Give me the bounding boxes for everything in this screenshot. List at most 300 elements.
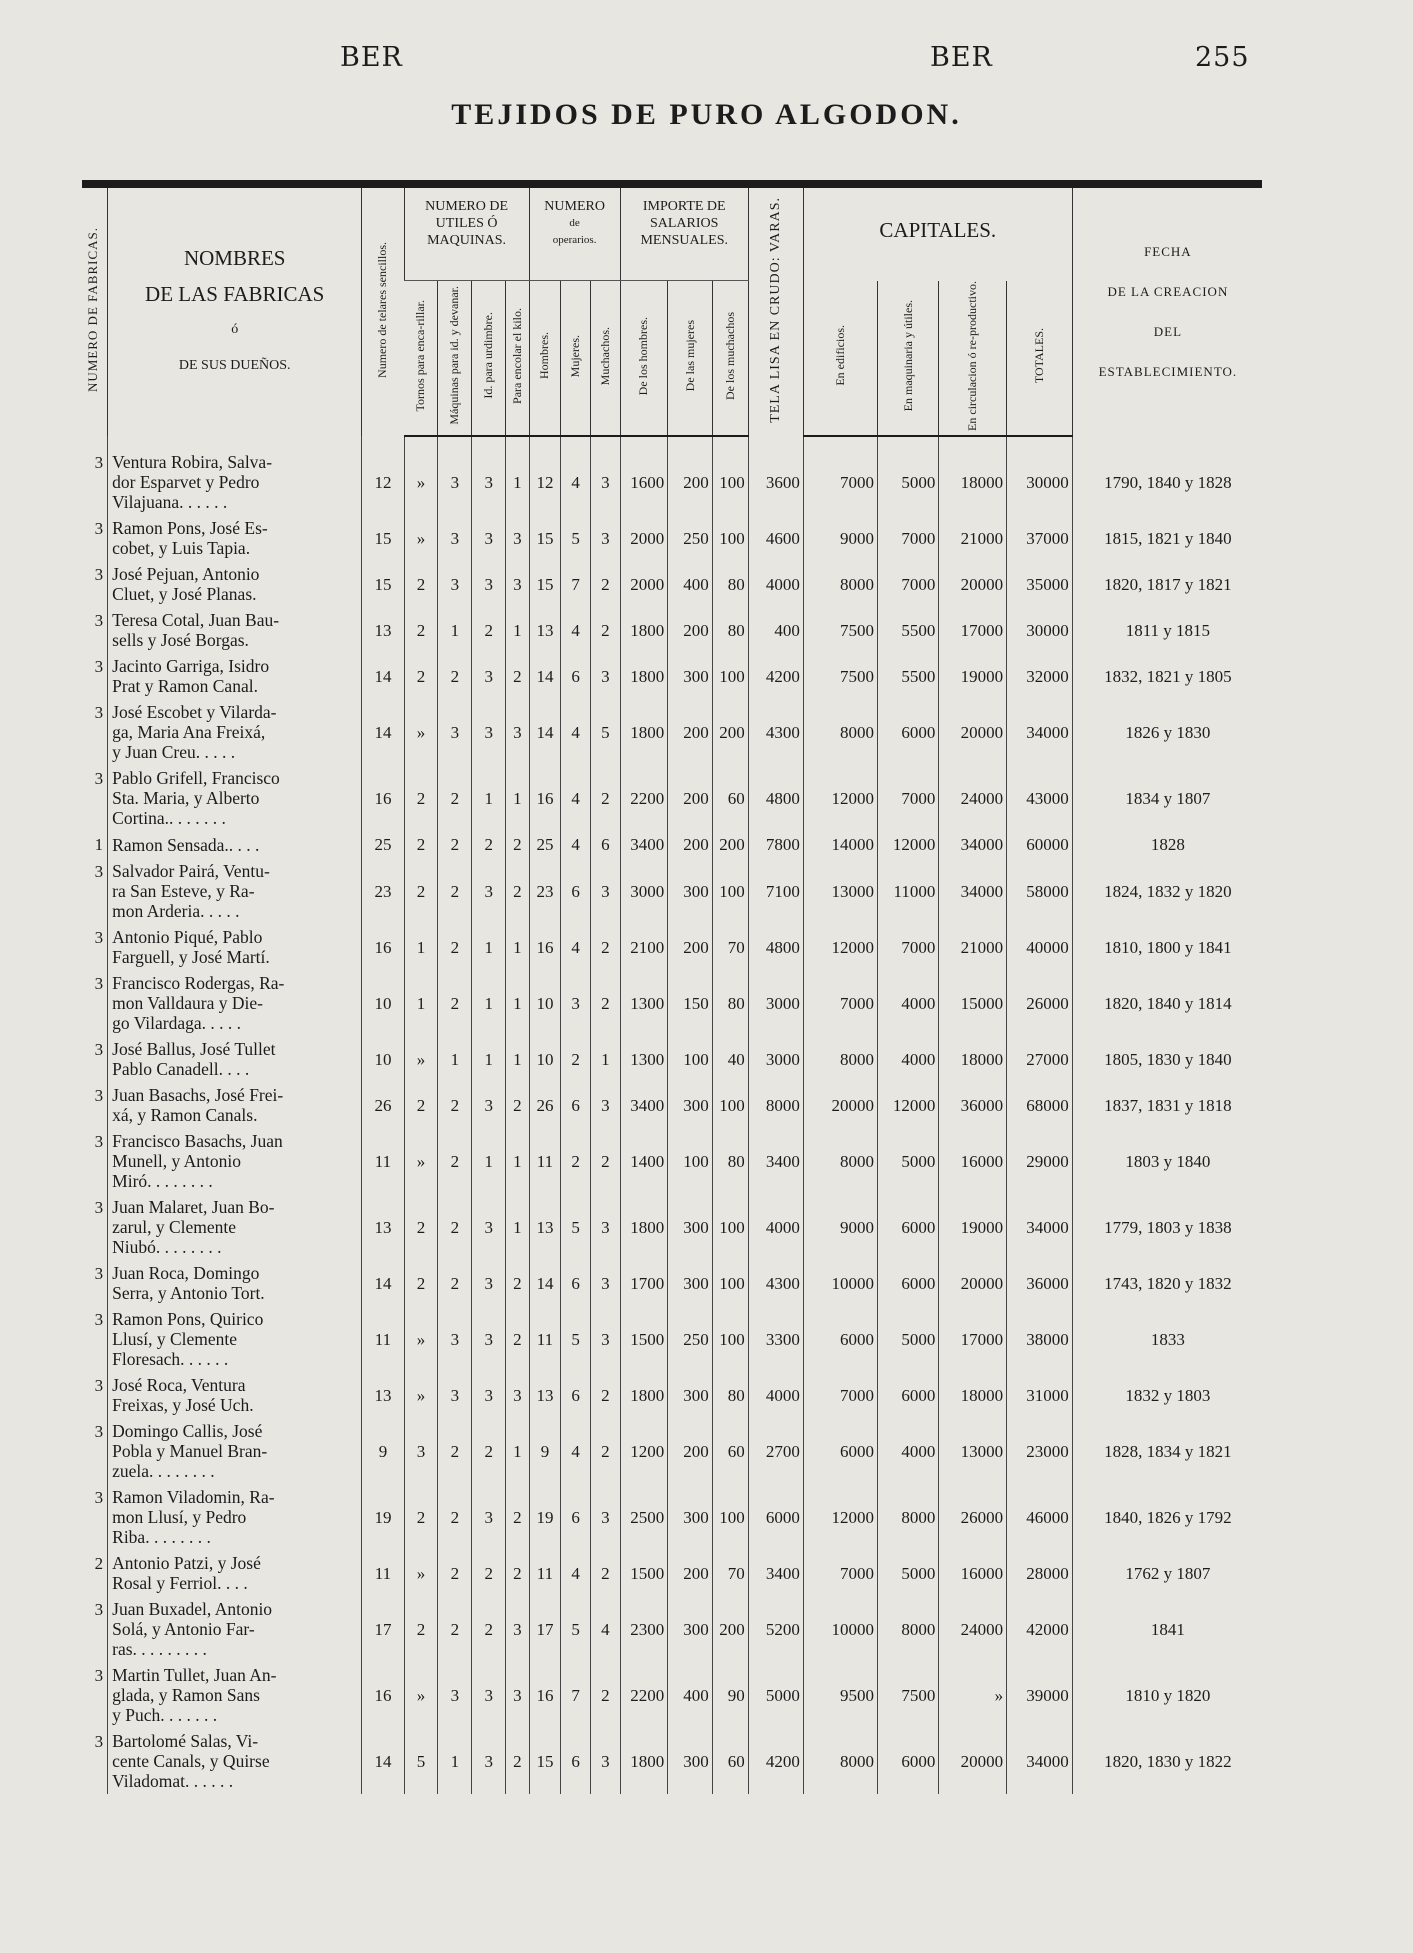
row-sal-hombres: 1300 xyxy=(620,970,668,1036)
row-telares: 11 xyxy=(362,1550,404,1596)
row-hombres: 16 xyxy=(529,1662,561,1728)
row-muchachos: 2 xyxy=(590,1550,620,1596)
table-row xyxy=(78,1036,1263,1082)
row-hombres: 15 xyxy=(529,561,561,607)
row-mujeres: 4 xyxy=(561,765,591,831)
row-urdimbre: 1 xyxy=(472,924,506,970)
row-factory-count: 3 xyxy=(94,1376,104,1396)
row-sal-muchachos: 100 xyxy=(712,1306,748,1372)
row-maquinaria: 4000 xyxy=(877,1418,938,1484)
row-mujeres: 6 xyxy=(561,1484,591,1550)
row-totales: 68000 xyxy=(1007,1082,1073,1128)
row-muchachos: 3 xyxy=(590,1306,620,1372)
row-urdimbre: 3 xyxy=(472,1372,506,1418)
row-owner-names: Ramon Viladomin, Ra- mon Llusí, y Pedro Riba. . . . . . . . xyxy=(108,1484,362,1550)
row-sal-mujeres: 300 xyxy=(668,1372,712,1418)
table-row xyxy=(78,1128,1263,1194)
page-number: 255 xyxy=(1195,42,1250,73)
row-tela: 2700 xyxy=(748,1418,803,1484)
row-totales: 32000 xyxy=(1007,653,1073,699)
row-muchachos: 6 xyxy=(590,831,620,858)
row-maquinaria: 7000 xyxy=(877,561,938,607)
row-fecha: 1820, 1830 y 1822 xyxy=(1072,1728,1263,1794)
table-row xyxy=(78,1728,1263,1794)
row-sal-mujeres: 100 xyxy=(668,1036,712,1082)
row-urdimbre: 3 xyxy=(472,699,506,765)
row-edificios: 8000 xyxy=(803,561,877,607)
row-urdimbre: 2 xyxy=(472,1418,506,1484)
row-urdimbre: 3 xyxy=(472,1260,506,1306)
row-mujeres: 6 xyxy=(561,1372,591,1418)
row-hombres: 15 xyxy=(529,1728,561,1794)
row-maquinaria: 5000 xyxy=(877,436,938,515)
row-edificios: 8000 xyxy=(803,1728,877,1794)
row-maquinas: 2 xyxy=(438,653,472,699)
row-sal-mujeres: 200 xyxy=(668,1550,712,1596)
row-tornos: 2 xyxy=(404,1596,438,1662)
row-mujeres: 6 xyxy=(561,653,591,699)
row-factory-count: 3 xyxy=(94,1198,104,1218)
row-sal-hombres: 2000 xyxy=(620,561,668,607)
row-hombres: 16 xyxy=(529,924,561,970)
row-owner-names: Juan Buxadel, Antonio Solá, y Antonio Far- ras. . . . . . . . . xyxy=(108,1596,362,1662)
row-sal-muchachos: 60 xyxy=(712,765,748,831)
row-mujeres: 3 xyxy=(561,970,591,1036)
row-circulacion: 36000 xyxy=(939,1082,1007,1128)
row-mujeres: 4 xyxy=(561,1418,591,1484)
table-title: TEJIDOS DE PURO ALGODON. xyxy=(451,98,962,131)
table-row xyxy=(78,653,1263,699)
row-edificios: 8000 xyxy=(803,699,877,765)
row-tela: 4000 xyxy=(748,1194,803,1260)
row-hombres: 11 xyxy=(529,1550,561,1596)
row-muchachos: 3 xyxy=(590,515,620,561)
row-maquinaria: 5500 xyxy=(877,607,938,653)
row-sal-mujeres: 200 xyxy=(668,831,712,858)
row-factory-count: 3 xyxy=(94,1264,104,1284)
row-tela: 4000 xyxy=(748,1372,803,1418)
row-factory-count: 3 xyxy=(94,453,104,473)
row-maquinas: 2 xyxy=(438,765,472,831)
row-fecha: 1841 xyxy=(1072,1596,1263,1662)
col-tornos: Tornos para enca-rillar. xyxy=(404,281,438,437)
row-encolar: 1 xyxy=(506,924,529,970)
row-maquinaria: 6000 xyxy=(877,1260,938,1306)
row-maquinaria: 4000 xyxy=(877,970,938,1036)
row-sal-hombres: 3400 xyxy=(620,831,668,858)
row-muchachos: 2 xyxy=(590,1662,620,1728)
row-sal-hombres: 1500 xyxy=(620,1550,668,1596)
row-sal-mujeres: 200 xyxy=(668,1418,712,1484)
row-edificios: 13000 xyxy=(803,858,877,924)
row-owner-names: Domingo Callis, José Pobla y Manuel Bran- zuela. . . . . . . . xyxy=(108,1418,362,1484)
col-group-salarios: IMPORTE DE SALARIOS MENSUALES. xyxy=(620,188,748,281)
row-tela: 3300 xyxy=(748,1306,803,1372)
row-maquinas: 2 xyxy=(438,1128,472,1194)
row-maquinaria: 12000 xyxy=(877,831,938,858)
row-maquinaria: 6000 xyxy=(877,699,938,765)
row-muchachos: 3 xyxy=(590,1728,620,1794)
row-factory-count: 3 xyxy=(94,862,104,882)
row-mujeres: 4 xyxy=(561,607,591,653)
row-encolar: 3 xyxy=(506,561,529,607)
row-sal-hombres: 1700 xyxy=(620,1260,668,1306)
row-tela: 4200 xyxy=(748,1728,803,1794)
row-circulacion: 16000 xyxy=(939,1550,1007,1596)
row-edificios: 8000 xyxy=(803,1036,877,1082)
row-circulacion: 19000 xyxy=(939,1194,1007,1260)
row-mujeres: 4 xyxy=(561,699,591,765)
row-hombres: 14 xyxy=(529,1260,561,1306)
row-telares: 14 xyxy=(362,653,404,699)
row-maquinaria: 5000 xyxy=(877,1550,938,1596)
row-telares: 13 xyxy=(362,1194,404,1260)
row-factory-count: 3 xyxy=(94,519,104,539)
row-tornos: 2 xyxy=(404,858,438,924)
row-sal-hombres: 1800 xyxy=(620,653,668,699)
row-sal-muchachos: 100 xyxy=(712,1260,748,1306)
row-sal-mujeres: 200 xyxy=(668,765,712,831)
col-group-utiles: NUMERO DE UTILES Ó MAQUINAS. xyxy=(404,188,529,281)
row-maquinas: 3 xyxy=(438,1372,472,1418)
row-tela: 4000 xyxy=(748,561,803,607)
row-owner-names: Juan Malaret, Juan Bo- zarul, y Clemente Niubó. . . . . . . . xyxy=(108,1194,362,1260)
row-tela: 4300 xyxy=(748,1260,803,1306)
row-sal-mujeres: 300 xyxy=(668,1596,712,1662)
row-encolar: 1 xyxy=(506,607,529,653)
row-owner-names: Pablo Grifell, Francisco Sta. Maria, y Alberto Cortina.. . . . . . . xyxy=(108,765,362,831)
row-tornos: » xyxy=(404,1036,438,1082)
row-muchachos: 2 xyxy=(590,924,620,970)
row-totales: 26000 xyxy=(1007,970,1073,1036)
row-fecha: 1743, 1820 y 1832 xyxy=(1072,1260,1263,1306)
row-telares: 14 xyxy=(362,1260,404,1306)
col-urdimbre: Id. para urdimbre. xyxy=(472,281,506,437)
row-sal-hombres: 1300 xyxy=(620,1036,668,1082)
row-fecha: 1779, 1803 y 1838 xyxy=(1072,1194,1263,1260)
row-tela: 3000 xyxy=(748,970,803,1036)
row-totales: 28000 xyxy=(1007,1550,1073,1596)
row-sal-muchachos: 40 xyxy=(712,1036,748,1082)
row-edificios: 14000 xyxy=(803,831,877,858)
row-tela: 5000 xyxy=(748,1662,803,1728)
row-urdimbre: 3 xyxy=(472,1194,506,1260)
row-encolar: 2 xyxy=(506,1260,529,1306)
col-sal-muchachos: De los muchachos xyxy=(712,281,748,437)
row-tornos: 5 xyxy=(404,1728,438,1794)
row-fecha: 1805, 1830 y 1840 xyxy=(1072,1036,1263,1082)
row-sal-hombres: 2200 xyxy=(620,765,668,831)
row-sal-muchachos: 90 xyxy=(712,1662,748,1728)
row-encolar: 2 xyxy=(506,1484,529,1550)
row-sal-mujeres: 150 xyxy=(668,970,712,1036)
row-telares: 11 xyxy=(362,1128,404,1194)
row-mujeres: 5 xyxy=(561,515,591,561)
row-circulacion: 18000 xyxy=(939,1036,1007,1082)
row-telares: 9 xyxy=(362,1418,404,1484)
row-sal-mujeres: 200 xyxy=(668,924,712,970)
row-edificios: 12000 xyxy=(803,1484,877,1550)
row-sal-mujeres: 300 xyxy=(668,1082,712,1128)
row-telares: 16 xyxy=(362,924,404,970)
row-circulacion: 24000 xyxy=(939,1596,1007,1662)
row-muchachos: 2 xyxy=(590,970,620,1036)
row-hombres: 19 xyxy=(529,1484,561,1550)
row-fecha: 1828, 1834 y 1821 xyxy=(1072,1418,1263,1484)
row-muchachos: 4 xyxy=(590,1596,620,1662)
row-edificios: 7000 xyxy=(803,436,877,515)
row-tela: 400 xyxy=(748,607,803,653)
row-maquinaria: 6000 xyxy=(877,1728,938,1794)
row-totales: 23000 xyxy=(1007,1418,1073,1484)
table-row xyxy=(78,515,1263,561)
row-circulacion: 17000 xyxy=(939,607,1007,653)
row-owner-names: Juan Basachs, José Frei- xá, y Ramon Canals. xyxy=(108,1082,362,1128)
row-maquinas: 1 xyxy=(438,1036,472,1082)
row-mujeres: 4 xyxy=(561,1550,591,1596)
row-muchachos: 2 xyxy=(590,765,620,831)
row-tela: 4200 xyxy=(748,653,803,699)
row-mujeres: 6 xyxy=(561,1728,591,1794)
row-owner-names: Juan Roca, Domingo Serra, y Antonio Tort. xyxy=(108,1260,362,1306)
col-mujeres: Mujeres. xyxy=(561,281,591,437)
table-row xyxy=(78,1372,1263,1418)
row-mujeres: 6 xyxy=(561,858,591,924)
row-tornos: 2 xyxy=(404,561,438,607)
row-sal-mujeres: 400 xyxy=(668,1662,712,1728)
row-telares: 23 xyxy=(362,858,404,924)
row-edificios: 7000 xyxy=(803,1372,877,1418)
row-hombres: 14 xyxy=(529,699,561,765)
row-maquinas: 3 xyxy=(438,436,472,515)
row-sal-muchachos: 100 xyxy=(712,653,748,699)
row-factory-count: 3 xyxy=(94,928,104,948)
row-circulacion: 21000 xyxy=(939,515,1007,561)
col-muchachos: Muchachos. xyxy=(590,281,620,437)
row-circulacion: 18000 xyxy=(939,436,1007,515)
row-hombres: 14 xyxy=(529,653,561,699)
row-hombres: 13 xyxy=(529,1194,561,1260)
row-sal-mujeres: 300 xyxy=(668,1484,712,1550)
row-owner-names: Ramon Pons, José Es- cobet, y Luis Tapia. xyxy=(108,515,362,561)
row-muchachos: 2 xyxy=(590,1418,620,1484)
row-sal-mujeres: 100 xyxy=(668,1128,712,1194)
row-encolar: 1 xyxy=(506,436,529,515)
row-fecha: 1824, 1832 y 1820 xyxy=(1072,858,1263,924)
row-edificios: 12000 xyxy=(803,765,877,831)
row-owner-names: Teresa Cotal, Juan Bau- sells y José Borgas. xyxy=(108,607,362,653)
row-circulacion: 20000 xyxy=(939,1728,1007,1794)
row-tornos: 2 xyxy=(404,1484,438,1550)
running-head-right: BER xyxy=(930,42,993,73)
row-sal-hombres: 1800 xyxy=(620,607,668,653)
row-tornos: 2 xyxy=(404,653,438,699)
row-factory-count: 3 xyxy=(94,769,104,789)
row-tela: 3600 xyxy=(748,436,803,515)
row-encolar: 1 xyxy=(506,970,529,1036)
row-owner-names: José Roca, Ventura Freixas, y José Uch. xyxy=(108,1372,362,1418)
row-edificios: 10000 xyxy=(803,1260,877,1306)
row-maquinas: 1 xyxy=(438,1728,472,1794)
row-urdimbre: 3 xyxy=(472,515,506,561)
row-telares: 16 xyxy=(362,1662,404,1728)
row-hombres: 11 xyxy=(529,1306,561,1372)
row-edificios: 7000 xyxy=(803,970,877,1036)
row-muchachos: 3 xyxy=(590,1260,620,1306)
row-totales: 34000 xyxy=(1007,699,1073,765)
row-telares: 15 xyxy=(362,561,404,607)
row-sal-hombres: 2200 xyxy=(620,1662,668,1728)
row-hombres: 12 xyxy=(529,436,561,515)
table-row xyxy=(78,1418,1263,1484)
row-mujeres: 6 xyxy=(561,1082,591,1128)
col-hombres: Hombres. xyxy=(529,281,561,437)
row-factory-count: 3 xyxy=(94,1040,104,1060)
row-totales: 42000 xyxy=(1007,1596,1073,1662)
row-hombres: 10 xyxy=(529,970,561,1036)
row-factory-count: 3 xyxy=(94,565,104,585)
row-tornos: 2 xyxy=(404,831,438,858)
row-sal-hombres: 3000 xyxy=(620,858,668,924)
row-maquinaria: 7000 xyxy=(877,515,938,561)
row-factory-count: 3 xyxy=(94,703,104,723)
row-maquinaria: 6000 xyxy=(877,1194,938,1260)
row-muchachos: 2 xyxy=(590,607,620,653)
row-tela: 4600 xyxy=(748,515,803,561)
row-circulacion: 15000 xyxy=(939,970,1007,1036)
row-mujeres: 7 xyxy=(561,1662,591,1728)
row-maquinas: 3 xyxy=(438,561,472,607)
row-hombres: 9 xyxy=(529,1418,561,1484)
data-table xyxy=(78,188,1263,1794)
row-encolar: 2 xyxy=(506,1306,529,1372)
row-mujeres: 5 xyxy=(561,1306,591,1372)
row-mujeres: 2 xyxy=(561,1128,591,1194)
row-sal-muchachos: 60 xyxy=(712,1728,748,1794)
row-totales: 34000 xyxy=(1007,1728,1073,1794)
row-urdimbre: 1 xyxy=(472,1036,506,1082)
row-urdimbre: 2 xyxy=(472,831,506,858)
row-sal-mujeres: 400 xyxy=(668,561,712,607)
row-sal-muchachos: 100 xyxy=(712,515,748,561)
row-urdimbre: 2 xyxy=(472,1596,506,1662)
row-sal-mujeres: 300 xyxy=(668,653,712,699)
row-owner-names: José Ballus, José Tullet Pablo Canadell. . . . xyxy=(108,1036,362,1082)
row-sal-hombres: 2300 xyxy=(620,1596,668,1662)
row-maquinas: 2 xyxy=(438,1260,472,1306)
running-head-left: BER xyxy=(340,42,403,73)
row-urdimbre: 1 xyxy=(472,1128,506,1194)
row-edificios: 7500 xyxy=(803,607,877,653)
col-telares: Numero de telares sencillos. xyxy=(362,188,404,436)
row-sal-muchachos: 100 xyxy=(712,858,748,924)
row-sal-hombres: 3400 xyxy=(620,1082,668,1128)
table-row xyxy=(78,765,1263,831)
row-urdimbre: 3 xyxy=(472,1306,506,1372)
row-fecha: 1790, 1840 y 1828 xyxy=(1072,436,1263,515)
row-sal-mujeres: 300 xyxy=(668,858,712,924)
col-maquinaria: En maquinaria y útiles. xyxy=(877,281,938,437)
row-urdimbre: 3 xyxy=(472,1082,506,1128)
row-tela: 6000 xyxy=(748,1484,803,1550)
row-sal-muchachos: 200 xyxy=(712,831,748,858)
row-fecha: 1810, 1800 y 1841 xyxy=(1072,924,1263,970)
row-mujeres: 4 xyxy=(561,924,591,970)
row-circulacion: 13000 xyxy=(939,1418,1007,1484)
col-group-operarios: NUMERO de operarios. xyxy=(529,188,620,281)
row-totales: 46000 xyxy=(1007,1484,1073,1550)
row-circulacion: 20000 xyxy=(939,561,1007,607)
row-tornos: 1 xyxy=(404,924,438,970)
row-sal-hombres: 2500 xyxy=(620,1484,668,1550)
row-encolar: 2 xyxy=(506,653,529,699)
table-row xyxy=(78,1306,1263,1372)
row-telares: 10 xyxy=(362,970,404,1036)
row-maquinaria: 7500 xyxy=(877,1662,938,1728)
row-mujeres: 6 xyxy=(561,1260,591,1306)
row-encolar: 3 xyxy=(506,1372,529,1418)
col-group-capitales: CAPITALES. xyxy=(803,188,1072,281)
row-tornos: » xyxy=(404,436,438,515)
row-tornos: 2 xyxy=(404,1194,438,1260)
row-telares: 10 xyxy=(362,1036,404,1082)
row-tornos: 2 xyxy=(404,607,438,653)
row-factory-count: 2 xyxy=(94,1554,104,1574)
row-fecha: 1837, 1831 y 1818 xyxy=(1072,1082,1263,1128)
row-factory-count: 1 xyxy=(94,835,104,855)
row-owner-names: Antonio Patzi, y José Rosal y Ferriol. . . . xyxy=(108,1550,362,1596)
col-tela: TELA LISA EN CRUDO: VARAS. xyxy=(748,188,803,436)
row-sal-mujeres: 300 xyxy=(668,1728,712,1794)
row-owner-names: Salvador Pairá, Ventu- ra San Esteve, y Ra- mon Arderia. . . . . xyxy=(108,858,362,924)
row-hombres: 17 xyxy=(529,1596,561,1662)
row-circulacion: 34000 xyxy=(939,831,1007,858)
row-tornos: 2 xyxy=(404,1260,438,1306)
row-tornos: 1 xyxy=(404,970,438,1036)
row-sal-mujeres: 300 xyxy=(668,1194,712,1260)
col-circulacion: En circulacion ó re-productivo. xyxy=(939,281,1007,437)
table-row xyxy=(78,436,1263,515)
row-maquinas: 2 xyxy=(438,1194,472,1260)
row-tela: 8000 xyxy=(748,1082,803,1128)
row-fecha: 1833 xyxy=(1072,1306,1263,1372)
table-row xyxy=(78,1550,1263,1596)
row-circulacion: 20000 xyxy=(939,699,1007,765)
row-encolar: 2 xyxy=(506,1550,529,1596)
row-sal-hombres: 1500 xyxy=(620,1306,668,1372)
row-tornos: » xyxy=(404,1372,438,1418)
row-tela: 5200 xyxy=(748,1596,803,1662)
row-hombres: 11 xyxy=(529,1128,561,1194)
row-sal-muchachos: 200 xyxy=(712,1596,748,1662)
table-row xyxy=(78,1662,1263,1728)
row-muchachos: 2 xyxy=(590,1372,620,1418)
row-sal-mujeres: 250 xyxy=(668,1306,712,1372)
row-urdimbre: 3 xyxy=(472,653,506,699)
table-row xyxy=(78,1260,1263,1306)
row-sal-muchachos: 80 xyxy=(712,561,748,607)
row-telares: 26 xyxy=(362,1082,404,1128)
col-encolar: Para encolar el kilo. xyxy=(506,281,529,437)
row-factory-count: 3 xyxy=(94,1600,104,1620)
row-owner-names: Francisco Basachs, Juan Munell, y Antonio Miró. . . . . . . . xyxy=(108,1128,362,1194)
row-fecha: 1815, 1821 y 1840 xyxy=(1072,515,1263,561)
row-tornos: 2 xyxy=(404,1082,438,1128)
row-sal-mujeres: 300 xyxy=(668,1260,712,1306)
row-telares: 11 xyxy=(362,1306,404,1372)
row-maquinas: 2 xyxy=(438,924,472,970)
row-maquinaria: 4000 xyxy=(877,1036,938,1082)
